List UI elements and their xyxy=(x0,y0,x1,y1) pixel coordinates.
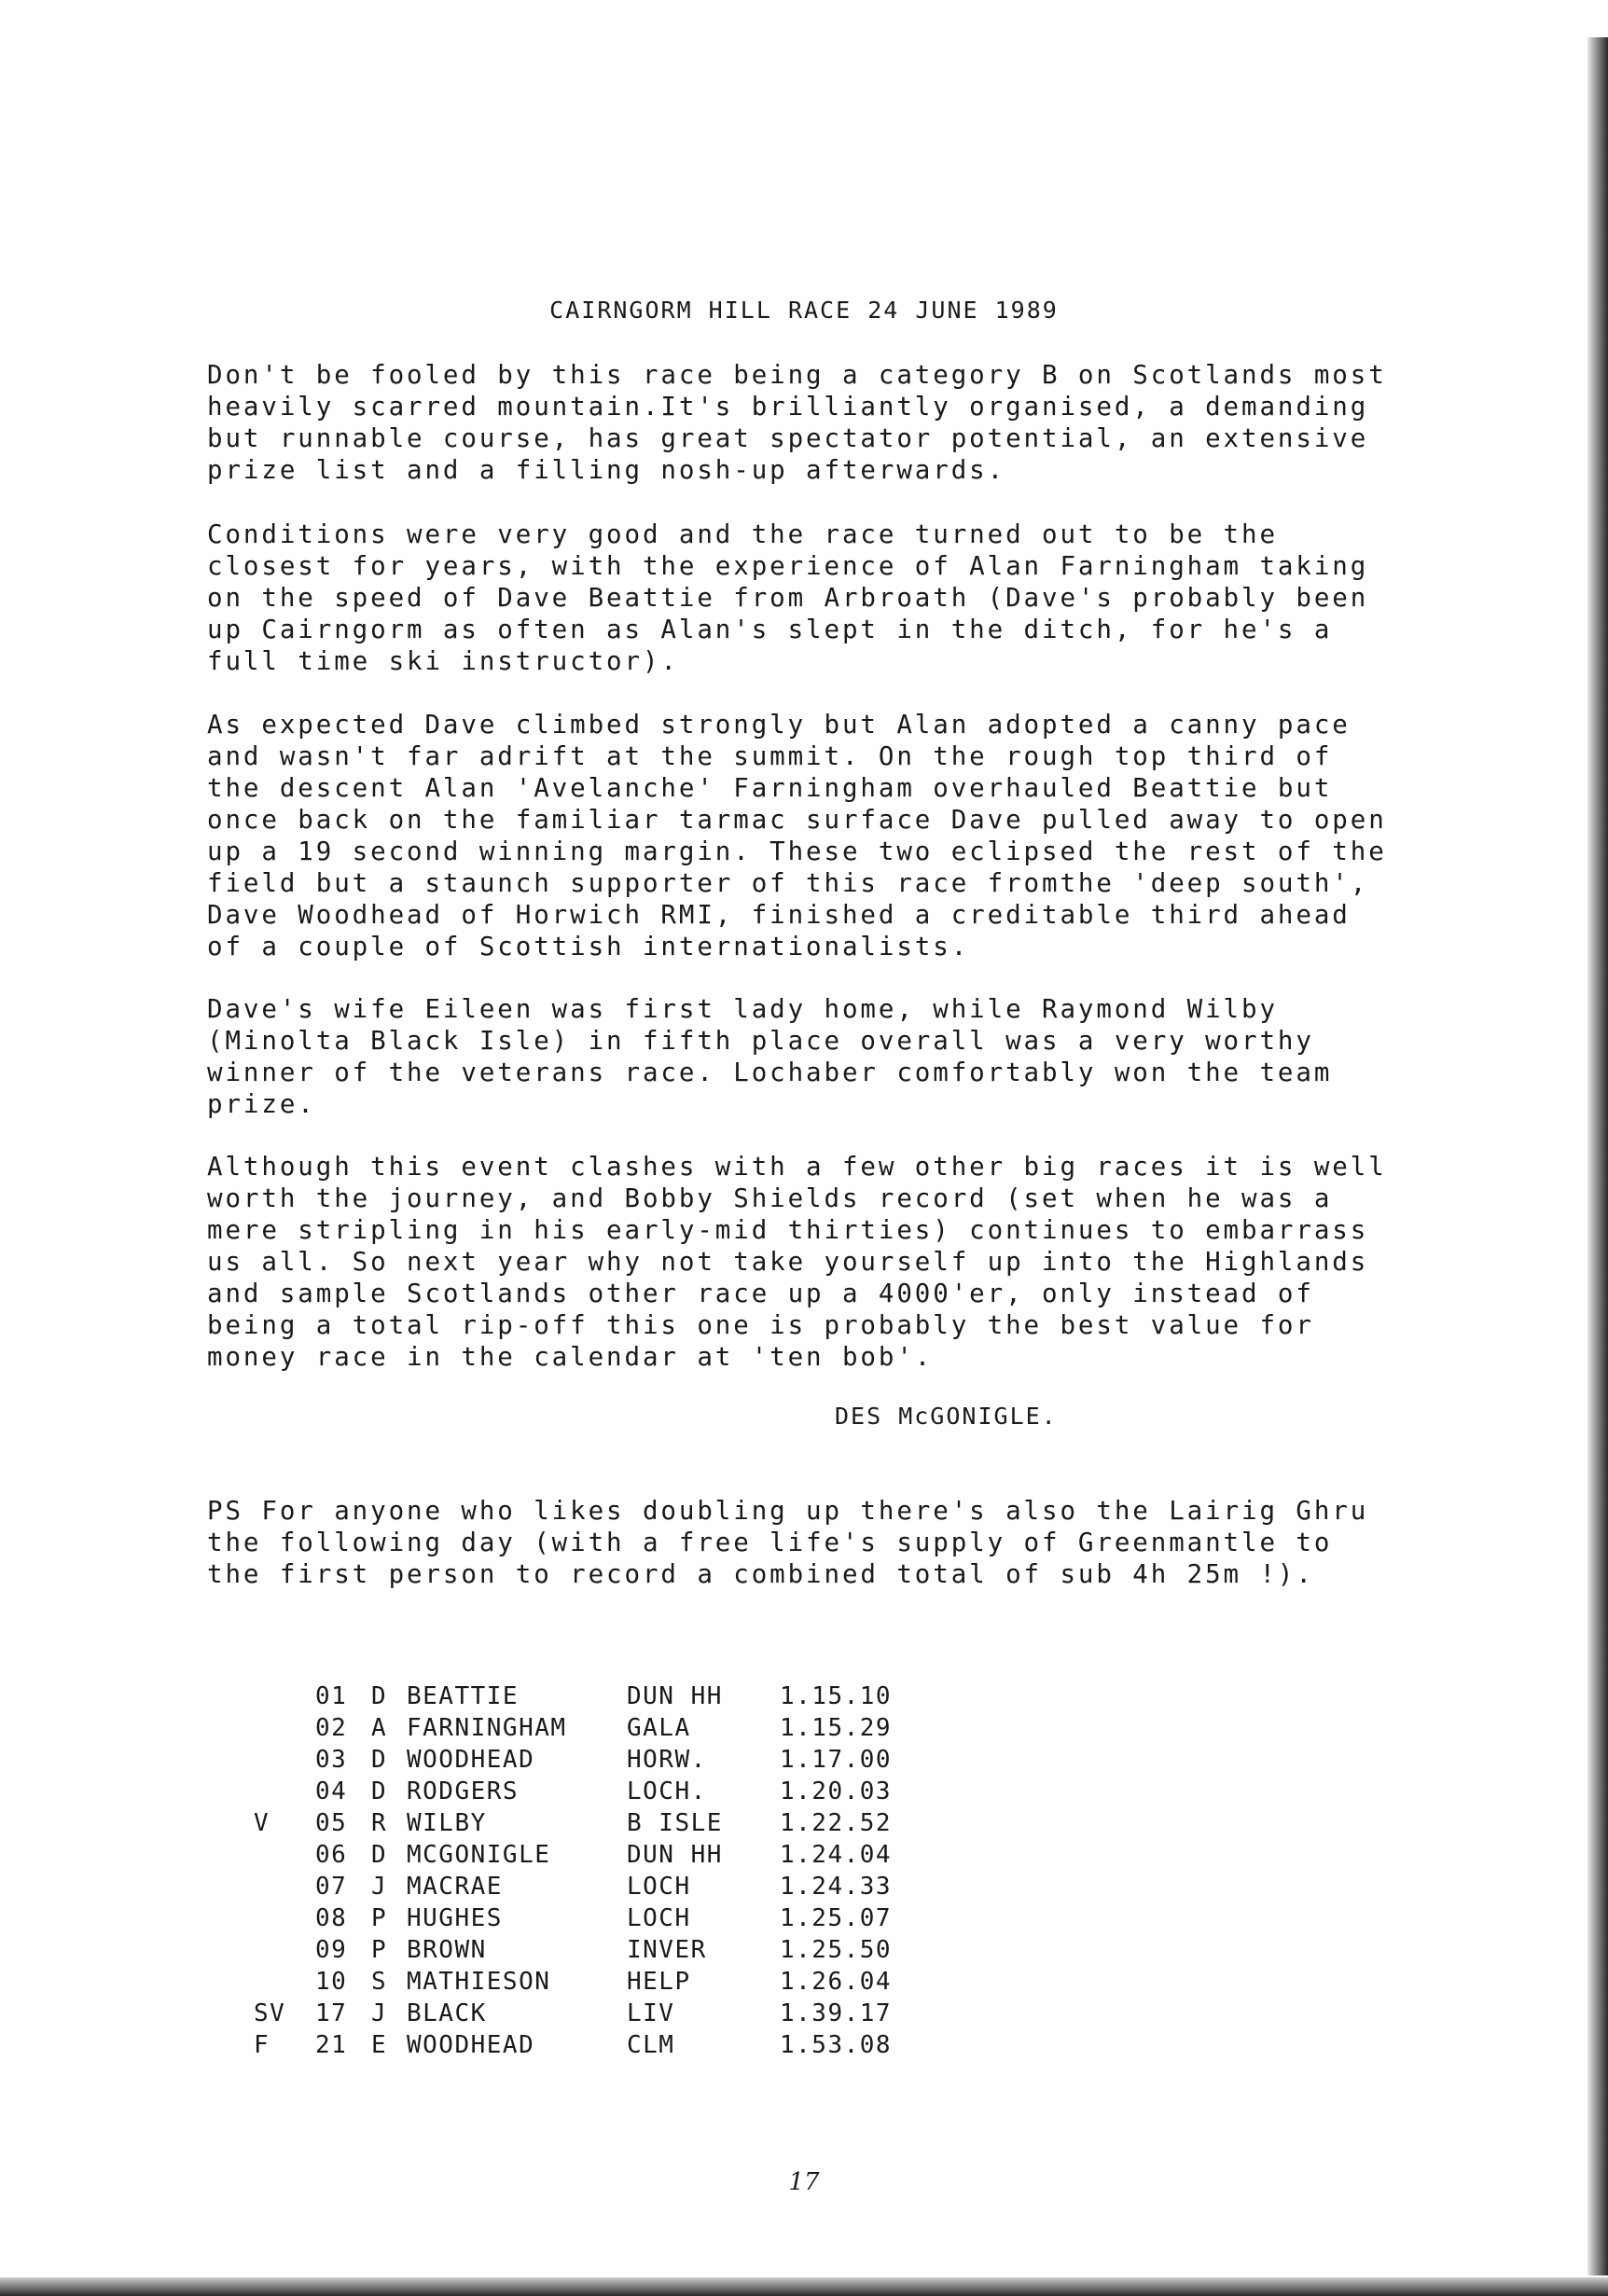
text-line: once back on the familiar tarmac surface Dave pulled away to open xyxy=(207,805,1387,835)
result-club: LOCH xyxy=(627,1904,691,1932)
result-mark xyxy=(254,1871,315,1902)
table-row xyxy=(254,1807,920,1839)
result-time: 1.17.00 xyxy=(780,1746,893,1774)
table-row xyxy=(254,1934,920,1966)
text-line: and wasn't far adrift at the summit. On the rough top third of xyxy=(207,741,1333,771)
author-signature: DES McGONIGLE. xyxy=(835,1403,1058,1430)
text-line: of a couple of Scottish internationalists. xyxy=(207,932,970,961)
text-line: money race in the calendar at 'ten bob'. xyxy=(207,1342,934,1372)
result-club: DUN HH xyxy=(627,1682,723,1710)
result-mark xyxy=(254,1712,315,1744)
result-position: 01 xyxy=(315,1682,348,1710)
result-name: WILBY xyxy=(407,1809,487,1837)
result-time: 1.25.50 xyxy=(780,1936,893,1964)
table-row xyxy=(254,1902,920,1934)
text-line: PS For anyone who likes doubling up there's also the Lairig Ghru xyxy=(207,1496,1369,1526)
result-mark: SV xyxy=(254,1999,286,2027)
text-line: (Minolta Black Isle) in fifth place overall was a very worthy xyxy=(207,1026,1314,1056)
page-bottom-edge xyxy=(0,2277,1608,2296)
text-line: Dave Woodhead of Horwich RMI, finished a creditable third ahead xyxy=(207,900,1351,930)
result-initial: D xyxy=(371,1841,388,1869)
paragraph-closing xyxy=(207,1151,1420,1373)
result-position: 05 xyxy=(315,1809,348,1837)
result-initial: R xyxy=(371,1809,388,1837)
result-club: GALA xyxy=(627,1714,691,1742)
result-name: MCGONIGLE xyxy=(407,1841,551,1869)
text-line: up a 19 second winning margin. These two eclipsed the rest of the xyxy=(207,837,1387,866)
text-line: being a total rip-off this one is probably the best value for xyxy=(207,1310,1314,1340)
paragraph-race-report xyxy=(207,709,1420,962)
result-initial: A xyxy=(371,1714,388,1742)
text-line: winner of the veterans race. Lochaber comfortably won the team xyxy=(207,1058,1333,1087)
table-row xyxy=(254,1998,920,2029)
result-initial: P xyxy=(371,1936,388,1964)
result-name: BLACK xyxy=(407,1999,487,2027)
result-club: CLM xyxy=(627,2031,675,2059)
result-time: 1.53.08 xyxy=(780,2031,893,2059)
result-position: 08 xyxy=(315,1904,348,1932)
result-name: MATHIESON xyxy=(407,1968,551,1996)
text-line: the descent Alan 'Avelanche' Farningham overhauled Beattie but xyxy=(207,773,1333,803)
result-position: 06 xyxy=(315,1841,348,1869)
text-line: prize. xyxy=(207,1089,316,1119)
result-mark xyxy=(254,1744,315,1776)
page-edge-shadow xyxy=(1587,37,1608,2275)
table-row xyxy=(254,1744,920,1776)
result-initial: E xyxy=(371,2031,388,2059)
result-position: 02 xyxy=(315,1714,348,1742)
text-line: heavily scarred mountain.It's brilliantly organised, a demanding xyxy=(207,392,1369,422)
result-time: 1.26.04 xyxy=(780,1968,893,1996)
result-mark: V xyxy=(254,1809,270,1837)
text-line: the following day (with a free life's supply of Greenmantle to xyxy=(207,1528,1333,1557)
text-line: prize list and a filling nosh-up afterwards. xyxy=(207,455,1006,485)
result-mark xyxy=(254,1776,315,1807)
result-position: 04 xyxy=(315,1777,348,1805)
result-initial: D xyxy=(371,1746,388,1774)
result-name: HUGHES xyxy=(407,1904,503,1932)
result-name: MACRAE xyxy=(407,1873,503,1901)
result-mark xyxy=(254,1966,315,1998)
result-time: 1.25.07 xyxy=(780,1904,893,1932)
result-time: 1.24.33 xyxy=(780,1873,893,1901)
result-mark: F xyxy=(254,2031,270,2059)
result-name: BEATTIE xyxy=(407,1682,520,1710)
text-line: mere stripling in his early-mid thirties) continues to embarrass xyxy=(207,1215,1369,1245)
results-table xyxy=(254,1681,920,2061)
result-time: 1.22.52 xyxy=(780,1809,893,1837)
result-initial: D xyxy=(371,1777,388,1805)
paragraph-conditions xyxy=(207,519,1420,677)
text-line: closest for years, with the experience of Alan Farningham taking xyxy=(207,551,1369,581)
text-line: but runnable course, has great spectator potential, an extensive xyxy=(207,423,1369,453)
page-number: 17 xyxy=(788,2168,820,2196)
result-club: HORW. xyxy=(627,1746,707,1774)
text-line: full time ski instructor). xyxy=(207,646,679,676)
text-line: worth the journey, and Bobby Shields record (set when he was a xyxy=(207,1183,1333,1213)
text-line: us all. So next year why not take yourself up into the Highlands xyxy=(207,1247,1369,1277)
text-line: Don't be fooled by this race being a category B on Scotlands most xyxy=(207,360,1387,390)
result-club: HELP xyxy=(627,1968,691,1996)
text-line: Conditions were very good and the race turned out to be the xyxy=(207,519,1278,549)
result-name: WOODHEAD xyxy=(407,2031,535,2059)
text-line: Although this event clashes with a few other big races it is well xyxy=(207,1152,1387,1182)
text-line: As expected Dave climbed strongly but Alan adopted a canny pace xyxy=(207,710,1351,740)
result-club: LOCH xyxy=(627,1873,691,1901)
result-time: 1.39.17 xyxy=(780,1999,893,2027)
text-line: and sample Scotlands other race up a 4000'er, only instead of xyxy=(207,1279,1314,1308)
table-row xyxy=(254,1839,920,1871)
text-line: field but a staunch supporter of this race fromthe 'deep south', xyxy=(207,868,1369,898)
table-row xyxy=(254,2029,920,2061)
paragraph-winners xyxy=(207,993,1420,1120)
result-initial: J xyxy=(371,1999,388,2027)
result-initial: S xyxy=(371,1968,388,1996)
result-time: 1.24.04 xyxy=(780,1841,893,1869)
text-line: on the speed of Dave Beattie from Arbroath (Dave's probably been xyxy=(207,583,1369,613)
result-time: 1.15.29 xyxy=(780,1714,893,1742)
table-row xyxy=(254,1681,920,1712)
result-position: 07 xyxy=(315,1873,348,1901)
result-position: 10 xyxy=(315,1968,348,1996)
text-line: up Cairngorm as often as Alan's slept in the ditch, for he's a xyxy=(207,615,1333,644)
result-name: FARNINGHAM xyxy=(407,1714,567,1742)
table-row xyxy=(254,1712,920,1744)
result-club: DUN HH xyxy=(627,1841,723,1869)
text-line: Dave's wife Eileen was first lady home, while Raymond Wilby xyxy=(207,994,1278,1024)
table-row xyxy=(254,1966,920,1998)
result-initial: P xyxy=(371,1904,388,1932)
result-name: BROWN xyxy=(407,1936,487,1964)
result-initial: D xyxy=(371,1682,388,1710)
result-mark xyxy=(254,1934,315,1966)
text-line: the first person to record a combined total of sub 4h 25m !). xyxy=(207,1559,1314,1589)
paragraph-intro xyxy=(207,359,1420,486)
result-name: RODGERS xyxy=(407,1777,520,1805)
result-mark xyxy=(254,1681,315,1712)
result-position: 09 xyxy=(315,1936,348,1964)
result-position: 03 xyxy=(315,1746,348,1774)
result-club: B ISLE xyxy=(627,1809,723,1837)
result-position: 17 xyxy=(315,1999,348,2027)
result-club: INVER xyxy=(627,1936,707,1964)
result-club: LOCH. xyxy=(627,1777,707,1805)
page-title: CAIRNGORM HILL RACE 24 JUNE 1989 xyxy=(549,297,1059,324)
result-name: WOODHEAD xyxy=(407,1746,535,1774)
result-time: 1.20.03 xyxy=(780,1777,893,1805)
result-mark xyxy=(254,1902,315,1934)
result-initial: J xyxy=(371,1873,388,1901)
result-mark xyxy=(254,1839,315,1871)
postscript xyxy=(207,1495,1420,1590)
result-time: 1.15.10 xyxy=(780,1682,893,1710)
table-row xyxy=(254,1871,920,1902)
table-row xyxy=(254,1776,920,1807)
result-position: 21 xyxy=(315,2031,348,2059)
result-club: LIV xyxy=(627,1999,675,2027)
